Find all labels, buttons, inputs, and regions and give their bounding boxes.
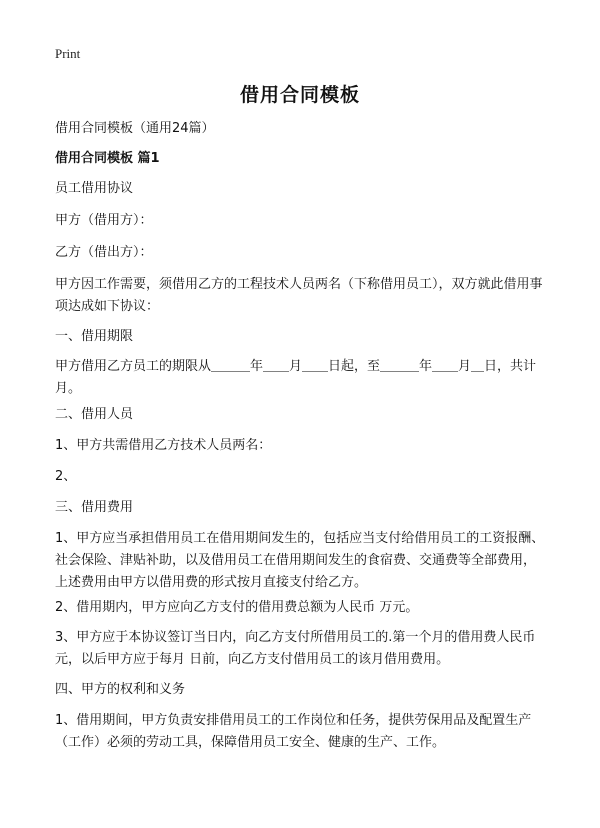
paragraph-fees-2: 2、借用期内，甲方应向乙方支付的借用费总额为人民币 万元。 bbox=[55, 600, 419, 615]
paragraph-personnel-1: 1、甲方共需借用乙方技术人员两名： bbox=[55, 438, 272, 453]
paragraph-personnel-2: 2、 bbox=[55, 469, 77, 484]
heading-fees: 三、借用费用 bbox=[55, 500, 134, 515]
print-label: Print bbox=[55, 46, 81, 61]
heading-party-a-rights: 四、甲方的权利和义务 bbox=[55, 682, 186, 697]
paragraph-party-a-rights-1: 1、借用期间，甲方负责安排借用员工的工作岗位和任务，提供劳保用品及配置生产（工作）必须的劳动工具，保障借用员工安全、健康的生产、工作。 bbox=[55, 713, 532, 750]
paragraph-fees-3: 3、甲方应于本协议签订当日内，向乙方支付所借用员工的.第一个月的借用费人民币 元，以后甲方应于每月 日前，向乙方支付借用员工的该月借用费用。 bbox=[55, 630, 536, 667]
paragraph-party-b: 乙方（借出方）： bbox=[55, 245, 153, 260]
page-title: 借用合同模板 bbox=[239, 84, 360, 106]
paragraph-period: 甲方借用乙方员工的期限从＿＿＿年＿＿月＿＿日起，至＿＿＿年＿＿月＿日，共计 月。 bbox=[55, 359, 537, 396]
paragraph-intro: 甲方因工作需要，须借用乙方的工程技术人员两名（下称借用员工），双方就此借用事项达成如下协议： bbox=[55, 277, 543, 314]
paragraph-party-a: 甲方（借用方）： bbox=[55, 213, 153, 228]
section-heading: 借用合同模板 篇1 bbox=[55, 151, 160, 166]
heading-period: 一、借用期限 bbox=[55, 329, 134, 344]
paragraph-agreement-name: 员工借用协议 bbox=[55, 181, 134, 196]
heading-personnel: 二、借用人员 bbox=[55, 407, 134, 422]
document-subtitle: 借用合同模板（通用24篇） bbox=[55, 121, 215, 136]
paragraph-fees-1: 1、甲方应当承担借用员工在借用期间发生的，包括应当支付给借用员工的工资报酬、社会保险、津贴补助，以及借用员工在借用期间发生的食宿费、交通费等全部费用，上述费用由甲方以借用费的形式按月直接支付给乙方。 bbox=[55, 531, 545, 590]
